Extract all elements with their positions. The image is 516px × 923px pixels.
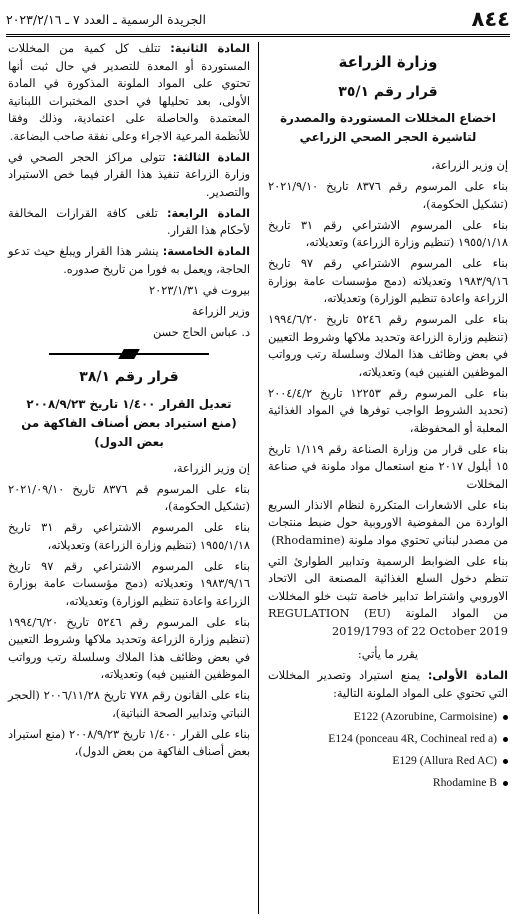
recital: بناء على القانون رقم ٧٧٨ تاريخ ٢٠٠٦/١١/٢٨ (الحجر النباتي وتدابير الصحة النباتية)، xyxy=(8,689,250,720)
recital: بناء على المرسوم الاشتراعي رقم ٣١ تاريخ ١٩٥٥/١/١٨ (تنظيم وزارة الزراعة) وتعديلاته، xyxy=(8,521,250,552)
bullet-icon xyxy=(503,737,508,742)
publication-info: الجريدة الرسمية ـ العدد ٧ ـ ٢٠٢٣/٢/١٦ xyxy=(6,11,206,27)
decision-2-number: قرار رقم ٣٨/١ xyxy=(79,369,179,385)
signatory-title: وزير الزراعة xyxy=(191,304,250,318)
recital: بناء على المرسوم قم ٨٣٧٦ تاريخ ٢٠٢١/٠٩/١٠ (تشكيل الحكومة)، xyxy=(8,482,250,513)
recital: بناء على المرسوم الاشتراعي رقم ٩٧ تاريخ ١٩٨٣/٩/١٦ وتعديلاته (دمج مؤسسات عامة بوزارة الزراعة واعادة تنظيم الوزارة) وتعديلاته، xyxy=(8,559,250,608)
page-header xyxy=(6,6,510,32)
article-4 xyxy=(8,205,250,240)
list-item xyxy=(268,706,508,728)
article-5-text: ينشر هذا القرار ويبلغ حيث تدعو الحاجة، ويعمل به فورا من تاريخ صدوره. xyxy=(8,245,250,276)
article-5 xyxy=(8,243,250,278)
article-1 xyxy=(268,667,508,702)
colorant-name: E129 (Allura Red AC) xyxy=(392,754,497,767)
article-1-label: المادة الأولى: xyxy=(427,669,509,682)
recital: بناء على قرار من وزارة الصناعة رقم ١/١١٩ تاريخ ١٥ أيلول ٢٠١٧ منع استعمال مواد ملونة في صناعة المخللات xyxy=(268,442,509,491)
article-5-label: المادة الخامسة: xyxy=(162,245,250,258)
decides-heading: يقرر ما يأتي: xyxy=(357,648,419,661)
bullet-icon xyxy=(503,781,508,786)
recital: بناء على المرسوم رقم ٥٢٤٦ تاريخ ١٩٩٤/٦/٢٠ (تنظيم وزارة الزراعة وتحديد ملاكها وشروط التعيين في بعض وظائف هذا الملاك وسلسلة رتب ورواتب الموظفين الفنيين فيه) وتعديلاته، xyxy=(8,615,250,681)
decision-number: قرار رقم ٣٥/١ xyxy=(338,83,438,100)
colorant-name: E122 (Azorubine, Carmoisine) xyxy=(353,710,497,723)
ministry-title: وزارة الزراعة xyxy=(338,53,438,71)
colorant-list xyxy=(268,706,508,794)
header-rule xyxy=(6,34,510,37)
recital: بناء على المرسوم رقم ٨٣٧٦ تاريخ ٢٠٢١/٩/١٠ (تشكيل الحكومة)، xyxy=(268,180,508,211)
decision-2-subject-line1: تعديل القرار ١/٤٠٠ تاريخ ٢٠٠٨/٩/٢٣ xyxy=(26,396,232,411)
recital: بناء على المرسوم الاشتراعي رقم ٩٧ تاريخ ١٩٨٣/٩/١٦ وتعديلاته (دمج مؤسسات عامة بوزارة الزراعة واعادة تنظيم الوزارة) وتعديلاته، xyxy=(268,257,508,305)
article-4-text: تلغى كافة القرارات المخالفة لأحكام هذا القرار. xyxy=(8,206,250,237)
article-2-text: تتلف كل كمية من المخللات المستوردة أو المعدة للتصدير في حال ثبت أنها تحتوي على المواد الملونة المذكورة في المادة الأولى، بعد تحليلها في احدى المختبرات اللبنانية المعتمدة والحاصلة على اعتمادية، وذلك وفقا للأنظمة المرعية الاجراء وعلى نفقة صاحب البضاعة. xyxy=(8,42,250,143)
list-item xyxy=(268,772,508,794)
article-3-text: تتولى مراكز الحجر الصحي في وزارة الزراعة تنفيذ هذا القرار فيما خص الاستيراد والتصدير. xyxy=(8,150,250,199)
recital: بناء على القرار ١/٤٠٠ تاريخ ٢٠٠٨/٩/٢٣ (منع استيراد بعض أصناف الفاكهة من بعض الدول)، xyxy=(8,727,250,758)
page-number: ٨٤٤ xyxy=(471,7,510,31)
recital: بناء على الاشعارات المتكررة لنظام الانذار السريع الواردة من المفوضية الاوروبية حول ضبط منتجات من مصدر لبناني تحتوي مواد ملونة (Rhodamine) xyxy=(268,498,508,547)
article-1-text: يمنع استيراد وتصدير المخللات التي تحتوي على المواد الملونة التالية: xyxy=(268,669,508,700)
article-4-label: المادة الرابعة: xyxy=(167,206,250,220)
article-2-label: المادة الثانية: xyxy=(170,42,250,55)
bullet-icon xyxy=(503,759,508,764)
decision-subject: اخضاع المخللات المستوردة والمصدرة لتاشيرة الحجر الصحي الزراعي xyxy=(280,111,496,144)
recital: بناء على المرسوم رقم ٥٢٤٦ تاريخ ١٩٩٤/٦/٢٠ (تنظيم وزارة الزراعة وتحديد ملاكها وشروط التعيين في بعض وظائف هذا الملاك وسلسلة رتب ورواتب الموظفين الفنيين فيه) وتعديلاته، xyxy=(268,313,508,379)
place-date: بيروت في ٢٠٢٣/١/٣١ xyxy=(149,283,250,297)
bullet-icon xyxy=(503,715,508,720)
section-separator xyxy=(49,351,209,357)
recital: بناء على الضوابط الرسمية وتدابير الطوارئ التي تنظم دخول السلع الغذائية المصنعة الى الاتحاد الاوروبي واشتراط تدابير خاصة تثبت خلو المخللات من المواد الملونة REGULATION (EU) 2019/1793 of 22 October 2019 xyxy=(268,554,508,638)
signatory-name: د. عباس الحاج حسن xyxy=(152,325,250,339)
article-2 xyxy=(8,40,250,145)
list-item xyxy=(268,750,508,772)
recital: بناء على المرسوم رقم ١٢٢٥٣ تاريخ ٢٠٠٤/٤/٢ (تحديد الشروط الواجب توفرها في المواد الغذائية المعلبة أو المحفوظة، xyxy=(268,386,508,435)
recital: بناء على المرسوم الاشتراعي رقم ٣١ تاريخ ١٩٥٥/١/١٨ (تنظيم وزارة الزراعة) وتعديلاته، xyxy=(268,218,508,249)
right-column xyxy=(268,40,508,794)
list-item xyxy=(268,728,508,750)
article-3 xyxy=(8,149,250,202)
colorant-name: E124 (ponceau 4R, Cochineal red a) xyxy=(328,732,497,745)
colorant-name: Rhodamine B xyxy=(432,776,497,789)
preamble: إن وزير الزراعة، xyxy=(431,159,508,172)
column-divider xyxy=(258,42,259,914)
preamble: إن وزير الزراعة، xyxy=(173,461,250,475)
decision-2-subject-line2: (منع استيراد بعض أصناف الفاكهة من بعض الدول) xyxy=(21,415,237,449)
article-3-label: المادة الثالثة: xyxy=(172,150,250,164)
left-column xyxy=(8,40,250,764)
